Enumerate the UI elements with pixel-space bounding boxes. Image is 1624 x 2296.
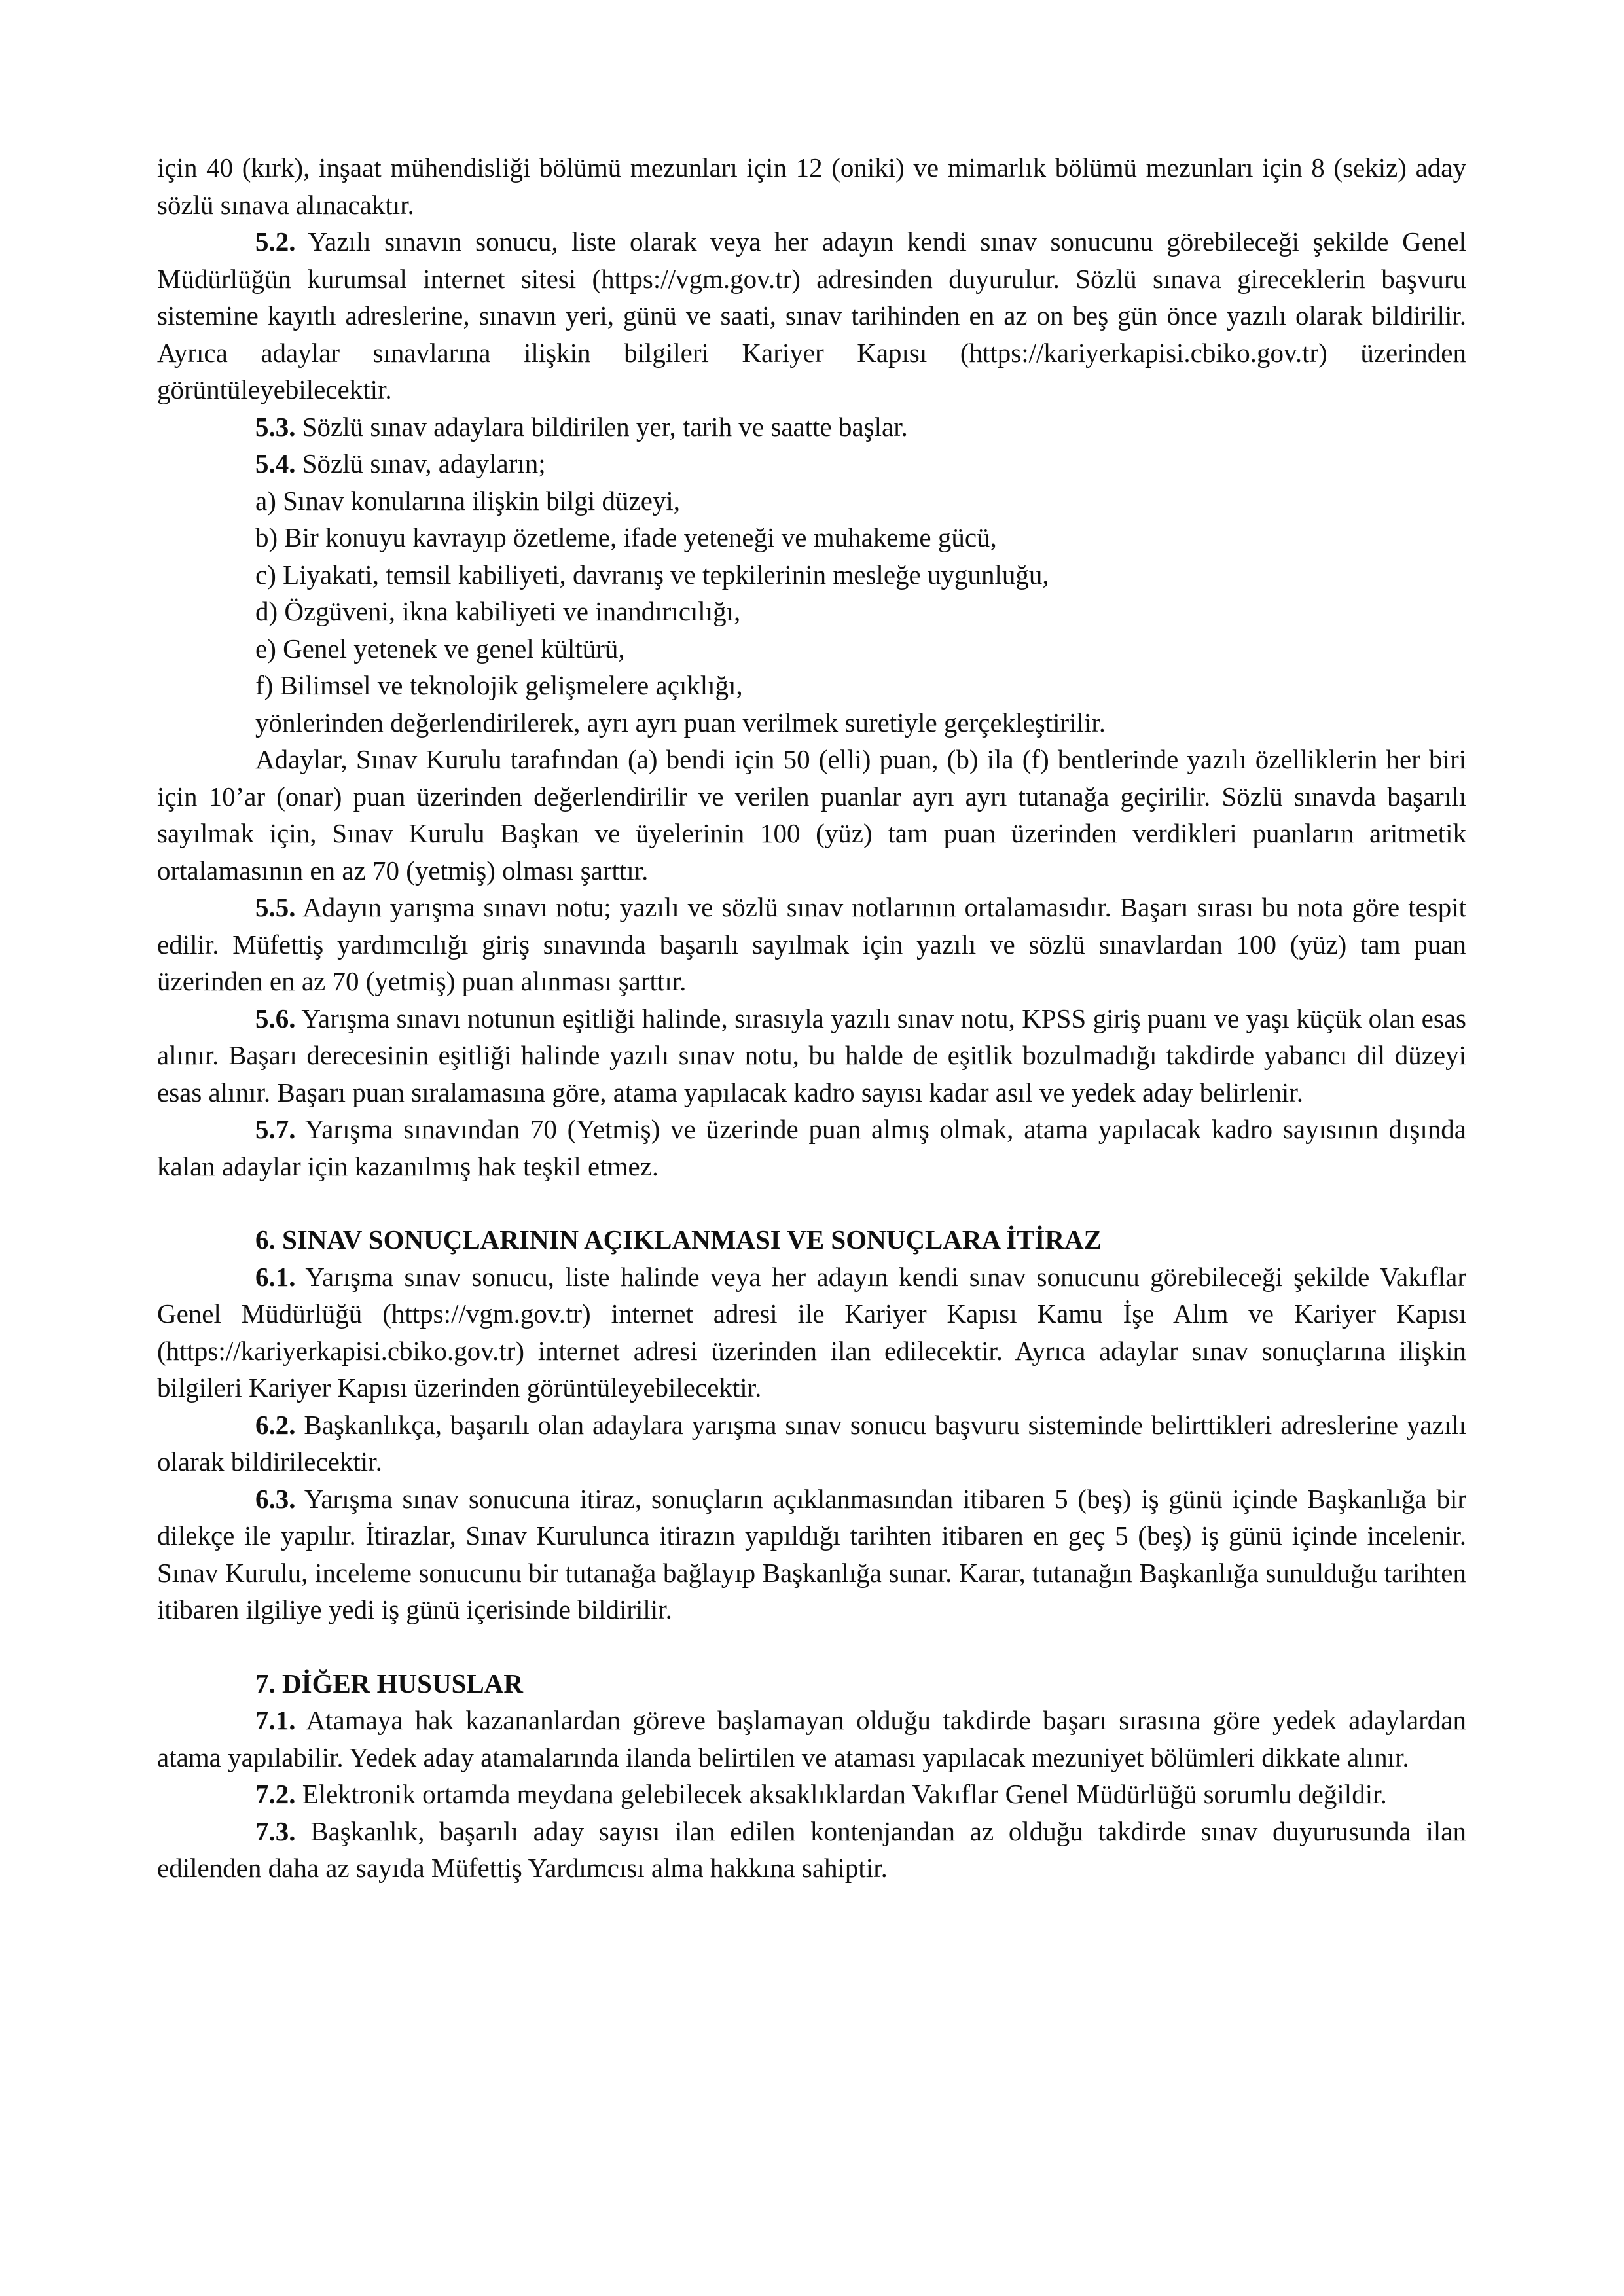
- list-item-b: b) Bir konuyu kavrayıp özetleme, ifade yeteneği ve muhakeme gücü,: [255, 522, 997, 552]
- list-closing: yönlerinden değerlendirilerek, ayrı ayrı puan verilmek suretiyle gerçekleştirilir.: [255, 707, 1106, 738]
- clause-text: Yarışma sınav sonucuna itiraz, sonuçların açıklanmasından itibaren 5 (beş) iş günü içinde Başkanlığa bir dilekçe ile yapılır. İtirazlar, Sınav Kurulunca itirazın yapıldığı tarihten itibaren en geç 5 (beş) iş günü içinde incelenir. Sınav Kurulu, inceleme sonucunu bir tutanağa bağlayıp Başkanlığa sunar. Karar, tutanağın Başkanlığa sunulduğu tarihten itibaren ilgiliye yedi iş günü içerisinde bildirilir.: [157, 1483, 1466, 1624]
- list-item-d: d) Özgüveni, ikna kabiliyeti ve inandırıcılığı,: [255, 596, 741, 626]
- list-item-e: e) Genel yetenek ve genel kültürü,: [255, 633, 625, 664]
- section-gap: [157, 1628, 1466, 1665]
- clause-text: Yarışma sınavı notunun eşitliği halinde, sırasıyla yazılı sınav notu, KPSS giriş puanı ve yaşı küçük olan esas alınır. Başarı derecesinin eşitliği halinde yazılı sınav notu, bu halde de eşitlik bozulmadığı takdirde yabancı dil düzeyi esas alınır. Başarı puan sıralamasına göre, atama yapılacak kadro sayısı kadar asıl ve yedek aday belirlenir.: [157, 1003, 1466, 1107]
- clause-number: 6.1.: [255, 1261, 296, 1292]
- list-item-c: c) Liyakati, temsil kabiliyeti, davranış ve tepkilerinin mesleğe uygunluğu,: [255, 559, 1049, 590]
- paragraph-5-5: [157, 889, 1466, 1000]
- paragraph-5-2: [157, 223, 1466, 408]
- paragraph-6-3: [157, 1480, 1466, 1628]
- clause-text: Yarışma sınavından 70 (Yetmiş) ve üzerinde puan almış olmak, atama yapılacak kadro sayısının dışında kalan adaylar için kazanılmış hak teşkil etmez.: [157, 1114, 1466, 1181]
- paragraph-7-2: [157, 1776, 1466, 1813]
- list-item-f: f) Bilimsel ve teknolojik gelişmelere açıklığı,: [255, 670, 743, 700]
- paragraph-5-6: [157, 1000, 1466, 1111]
- clause-number: 5.7.: [255, 1114, 296, 1144]
- document-page: [157, 149, 1466, 1887]
- clause-number: 6.2.: [255, 1409, 296, 1440]
- paragraph-5-4: [157, 445, 1466, 482]
- clause-number: 5.4.: [255, 448, 296, 478]
- clause-text: Başkanlık, başarılı aday sayısı ilan edilen kontenjandan az olduğu takdirde sınav duyurusunda ilan edilenden daha az sayıda Müfettiş Yardımcısı alma hakkına sahiptir.: [157, 1816, 1466, 1883]
- clause-text: Sözlü sınav, adayların;: [295, 448, 546, 478]
- paragraph-5-3: [157, 408, 1466, 446]
- section-gap: [157, 1185, 1466, 1221]
- clause-text: Yazılı sınavın sonucu, liste olarak veya her adayın kendi sınav sonucunu görebileceği şekilde Genel Müdürlüğün kurumsal internet sitesi (https://vgm.gov.tr) adresinden duyurulur. Sözlü sınava gireceklerin başvuru sistemine kayıtlı adreslerine, sınavın yeri, günü ve saati, sınav tarihinden en az on beş gün önce yazılı olarak bildirilir. Ayrıca adaylar sınavlarına ilişkin bilgileri Kariyer Kapısı (https://kariyerkapisi.cbiko.gov.tr) üzerinden görüntüleyebilecektir.: [157, 226, 1466, 404]
- paragraph-7-1: [157, 1702, 1466, 1776]
- paragraph-6-1: [157, 1259, 1466, 1407]
- clause-number: 5.2.: [255, 226, 296, 257]
- clause-text: Adayın yarışma sınavı notu; yazılı ve sözlü sınav notlarının ortalamasıdır. Başarı sırası bu nota göre tespit edilir. Müfettiş yardımcılığı giriş sınavında başarılı sayılmak için yazılı ve sözlü sınavlardan 100 (yüz) tam puan üzerinden en az 70 (yetmiş) puan alınması şarttır.: [157, 892, 1466, 996]
- clause-number: 7.3.: [255, 1816, 296, 1846]
- clause-text: Yarışma sınav sonucu, liste halinde veya her adayın kendi sınav sonucunu görebileceği şekilde Vakıflar Genel Müdürlüğü (https://vgm.gov.tr) internet adresi ile Kariyer Kapısı Kamu İşe Alım ve Kariyer Kapısı (https://kariyerkapisi.cbiko.gov.tr) internet adresi üzerinden ilan edilecektir. Ayrıca adaylar sınav sonuçlarına ilişkin bilgileri Kariyer Kapısı üzerinden görüntüleyebilecektir.: [157, 1261, 1466, 1403]
- section-7-heading: 7. DİĞER HUSUSLAR: [255, 1668, 523, 1698]
- paragraph-5-4-scoring: Adaylar, Sınav Kurulu tarafından (a) bendi için 50 (elli) puan, (b) ila (f) bentlerinde yazılı özelliklerin her biri için 10’ar (onar) puan üzerinden değerlendirilir ve verilen puanlar ayrı ayrı tutanağa geçirilir. Sözlü sınavda başarılı sayılmak için, Sınav Kurulu Başkan ve üyelerinin 100 (yüz) tam puan üzerinden verdikleri puanların aritmetik ortalamasının en az 70 (yetmiş) olması şarttır.: [157, 744, 1466, 886]
- paragraph-7-3: [157, 1813, 1466, 1887]
- clause-number: 5.6.: [255, 1003, 296, 1033]
- clause-number: 5.5.: [255, 892, 296, 922]
- clause-text: Başkanlıkça, başarılı olan adaylara yarışma sınav sonucu başvuru sisteminde belirttikleri adreslerine yazılı olarak bildirilecektir.: [157, 1409, 1466, 1477]
- clause-number: 5.3.: [255, 411, 296, 442]
- clause-number: 7.2.: [255, 1779, 296, 1809]
- section-6-heading: 6. SINAV SONUÇLARININ AÇIKLANMASI VE SONUÇLARA İTİRAZ: [255, 1225, 1102, 1255]
- clause-number: 6.3.: [255, 1483, 296, 1514]
- clause-text: Atamaya hak kazananlardan göreve başlamayan olduğu takdirde başarı sırasına göre yedek adaylardan atama yapılabilir. Yedek aday atamalarında ilanda belirtilen ve ataması yapılacak mezuniyet bölümleri dikkate alınır.: [157, 1705, 1466, 1772]
- intro-paragraph: için 40 (kırk), inşaat mühendisliği bölümü mezunları için 12 (oniki) ve mimarlık bölümü mezunları için 8 (sekiz) aday sözlü sınava alınacaktır.: [157, 152, 1466, 220]
- paragraph-6-2: [157, 1407, 1466, 1480]
- list-item-a: a) Sınav konularına ilişkin bilgi düzeyi,: [255, 485, 681, 516]
- clause-text: Sözlü sınav adaylara bildirilen yer, tarih ve saatte başlar.: [295, 411, 908, 442]
- clause-text: Elektronik ortamda meydana gelebilecek aksaklıklardan Vakıflar Genel Müdürlüğü sorumlu değildir.: [295, 1779, 1387, 1809]
- clause-number: 7.1.: [255, 1705, 296, 1735]
- paragraph-5-7: [157, 1111, 1466, 1185]
